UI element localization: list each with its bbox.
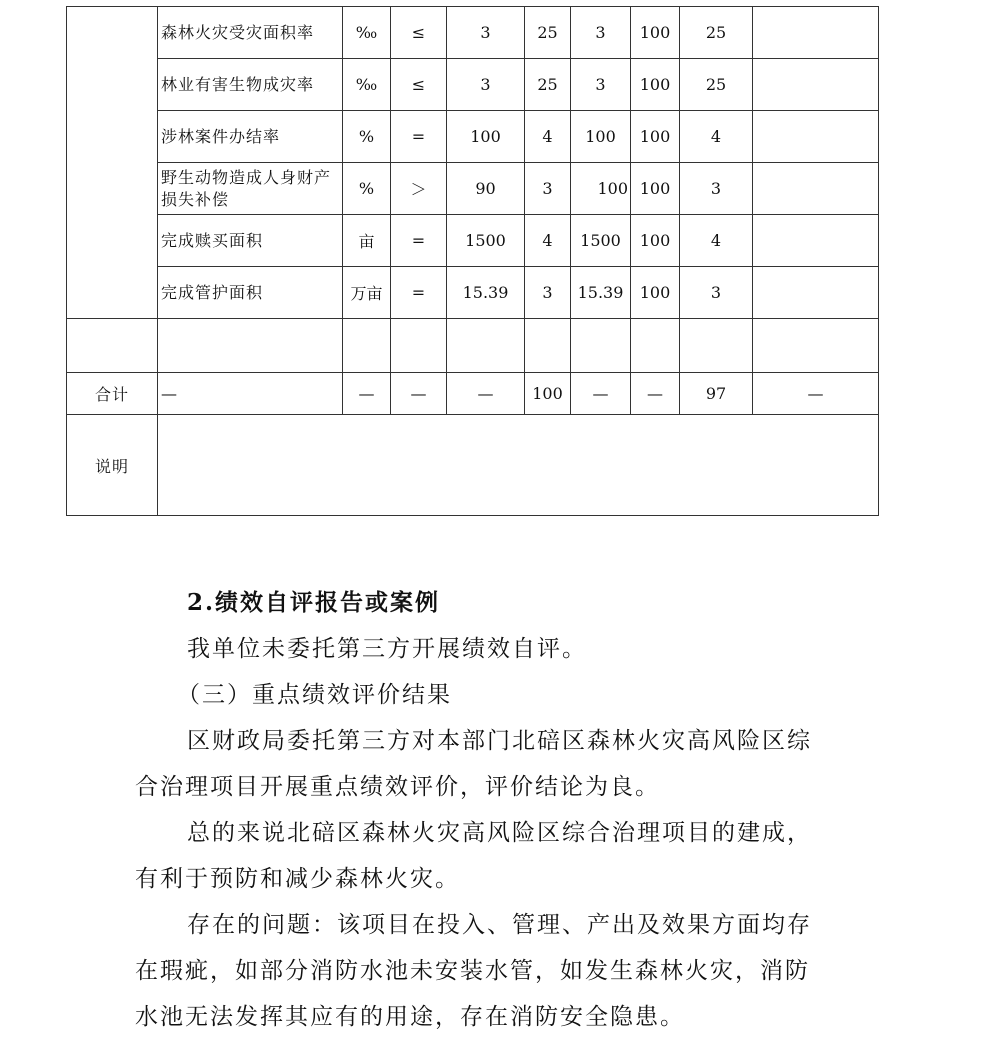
target-cell: 3	[447, 59, 525, 111]
actual-cell: 100	[571, 163, 631, 215]
target-cell: 100	[447, 111, 525, 163]
note-label: 说明	[67, 415, 158, 516]
score-cell: 3	[680, 267, 753, 319]
score-cell: 4	[680, 111, 753, 163]
indicator-name: 野生动物造成人身财产损失补偿	[158, 163, 343, 215]
paragraph: 水池无法发挥其应有的用途，存在消防安全隐患。	[135, 1004, 685, 1030]
weight-cell: 25	[525, 7, 571, 59]
remark-cell	[753, 163, 879, 215]
indicator-name: 林业有害生物成灾率	[158, 59, 343, 111]
table-row	[67, 267, 879, 319]
indicator-name: 涉林案件办结率	[158, 111, 343, 163]
remark-cell	[753, 215, 879, 267]
operator-cell: =	[391, 267, 447, 319]
actual-cell: 3	[571, 59, 631, 111]
performance-table	[66, 6, 879, 516]
report-section	[135, 580, 865, 1040]
remark-cell	[753, 267, 879, 319]
category-cell	[67, 7, 158, 319]
paragraph: 区财政局委托第三方对本部门北碚区森林火灾高风险区综	[187, 728, 812, 754]
unit-cell: %	[343, 111, 391, 163]
paragraph: 合治理项目开展重点绩效评价，评价结论为良。	[135, 774, 660, 800]
table-row	[67, 7, 879, 59]
target-cell: 90	[447, 163, 525, 215]
paragraph: 有利于预防和减少森林火灾。	[135, 866, 460, 892]
indicator-name: 完成赎买面积	[158, 215, 343, 267]
unit-cell: ‰	[343, 7, 391, 59]
table-row	[67, 163, 879, 215]
weight-cell: 25	[525, 59, 571, 111]
rate-cell: 100	[631, 111, 680, 163]
table-row	[67, 111, 879, 163]
section-title: （三）重点绩效评价结果	[177, 682, 452, 708]
rate-cell: 100	[631, 7, 680, 59]
total-unit: —	[343, 373, 391, 415]
operator-cell: ＞	[391, 163, 447, 215]
rate-cell: 100	[631, 163, 680, 215]
total-weight: 100	[525, 373, 571, 415]
score-cell: 3	[680, 163, 753, 215]
score-cell: 25	[680, 59, 753, 111]
remark-cell	[753, 59, 879, 111]
note-content	[158, 415, 879, 516]
rate-cell: 100	[631, 267, 680, 319]
operator-cell: =	[391, 111, 447, 163]
rate-cell: 100	[631, 215, 680, 267]
score-cell: 4	[680, 215, 753, 267]
operator-cell: =	[391, 215, 447, 267]
paragraph: 总的来说北碚区森林火灾高风险区综合治理项目的建成，	[187, 820, 812, 846]
total-op: —	[391, 373, 447, 415]
remark-cell	[753, 111, 879, 163]
paragraph: 存在的问题：该项目在投入、管理、产出及效果方面均存	[187, 912, 812, 938]
target-cell: 1500	[447, 215, 525, 267]
total-score: 97	[680, 373, 753, 415]
total-actual: —	[571, 373, 631, 415]
weight-cell: 3	[525, 267, 571, 319]
report-heading: 2.绩效自评报告或案例	[187, 589, 441, 616]
total-remark: —	[753, 373, 879, 415]
note-row	[67, 415, 879, 516]
total-row	[67, 373, 879, 415]
operator-cell: ≤	[391, 59, 447, 111]
unit-cell: ‰	[343, 59, 391, 111]
actual-cell: 3	[571, 7, 631, 59]
actual-cell: 100	[571, 111, 631, 163]
unit-cell: %	[343, 163, 391, 215]
weight-cell: 4	[525, 111, 571, 163]
empty-row	[67, 319, 879, 373]
paragraph: 在瑕疵，如部分消防水池未安装水管，如发生森林火灾，消防	[135, 958, 810, 984]
paragraph: 我单位未委托第三方开展绩效自评。	[187, 636, 587, 662]
actual-cell: 1500	[571, 215, 631, 267]
weight-cell: 4	[525, 215, 571, 267]
target-cell: 3	[447, 7, 525, 59]
remark-cell	[753, 7, 879, 59]
indicator-name: 完成管护面积	[158, 267, 343, 319]
actual-cell: 15.39	[571, 267, 631, 319]
table-row	[67, 59, 879, 111]
unit-cell: 万亩	[343, 267, 391, 319]
total-label: 合计	[67, 373, 158, 415]
unit-cell: 亩	[343, 215, 391, 267]
total-indicator: —	[158, 373, 343, 415]
target-cell: 15.39	[447, 267, 525, 319]
indicator-name: 森林火灾受灾面积率	[158, 7, 343, 59]
total-rate: —	[631, 373, 680, 415]
operator-cell: ≤	[391, 7, 447, 59]
score-cell: 25	[680, 7, 753, 59]
rate-cell: 100	[631, 59, 680, 111]
weight-cell: 3	[525, 163, 571, 215]
total-target: —	[447, 373, 525, 415]
table-row	[67, 215, 879, 267]
